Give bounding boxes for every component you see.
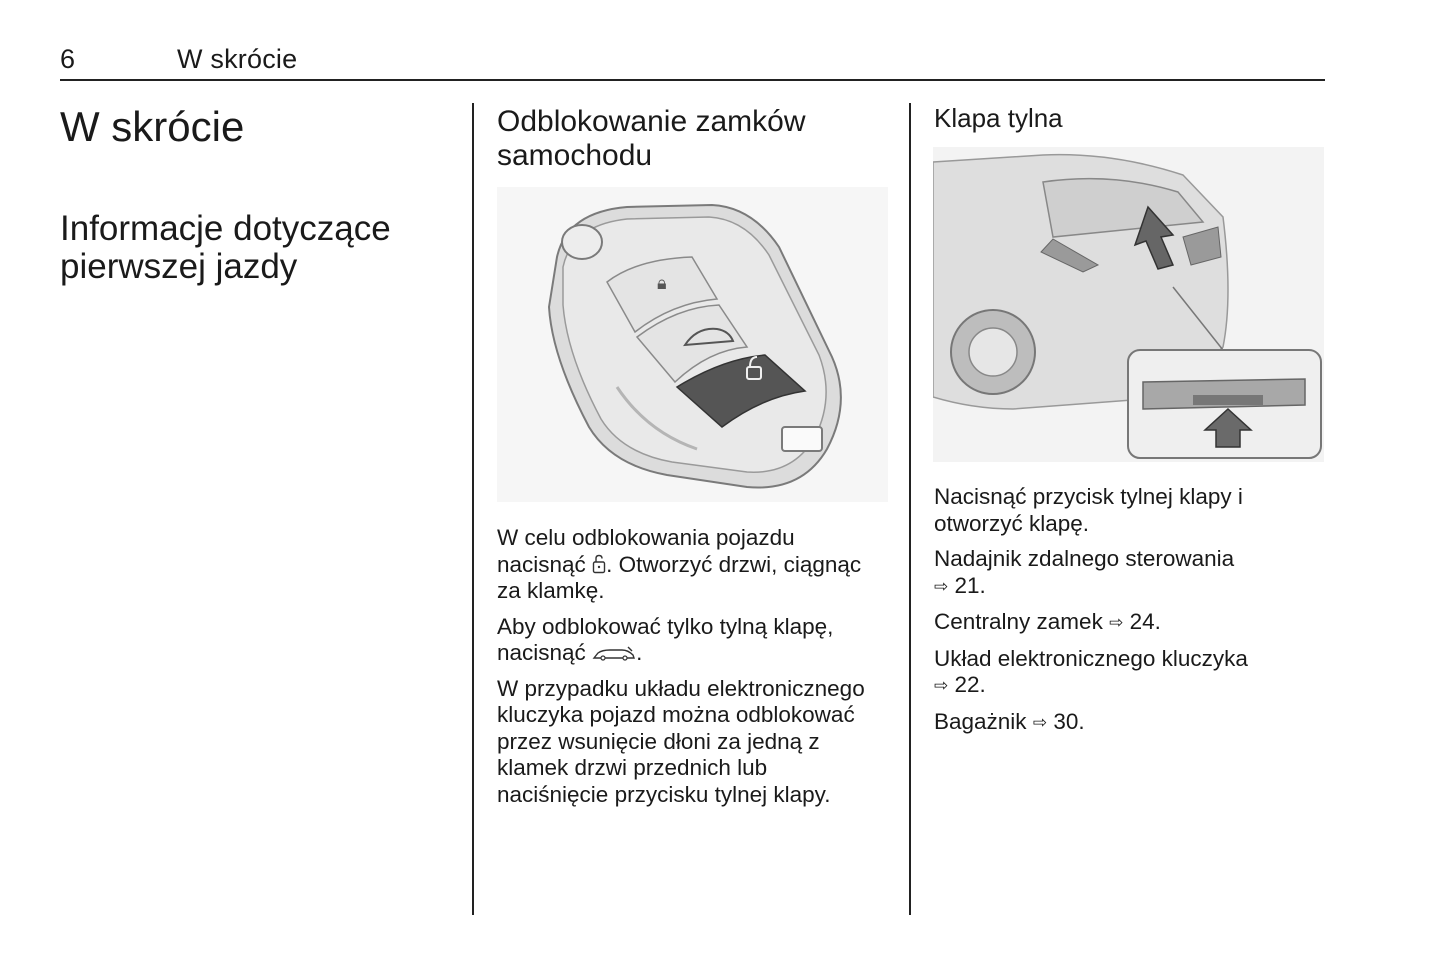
- tailgate-illustration: [933, 147, 1324, 462]
- key-fob-drawing: [497, 187, 888, 502]
- text-line: W przypadku układu elektronicznego: [497, 675, 865, 701]
- text-line: otworzyć klapę.: [934, 510, 1090, 536]
- lock-icon: 🔒︎: [657, 273, 667, 294]
- text-fragment: nacisnąć: [497, 551, 593, 577]
- text-line: przez wsunięcie dłoni za jedną z: [497, 728, 820, 754]
- page-reference-arrow-icon: ⇨: [1109, 613, 1124, 632]
- tailgate-heading: Klapa tylna: [934, 103, 1063, 133]
- tailgate-text: [934, 484, 1334, 736]
- page-reference-number: 24.: [1123, 609, 1161, 634]
- text-line: [934, 709, 1334, 737]
- reference-central-lock: [934, 609, 1334, 637]
- unlock-heading: [497, 105, 805, 173]
- section-title: [60, 210, 460, 286]
- page-number: 6: [60, 44, 76, 74]
- unlock-button-icon: [592, 554, 606, 574]
- key-fob-illustration: [497, 187, 888, 502]
- page-reference-number: 21.: [948, 572, 986, 598]
- page-reference-arrow-icon: ⇨: [934, 576, 949, 596]
- text-line: za klamkę.: [497, 578, 605, 603]
- tailgate-button-icon: [592, 645, 636, 661]
- reference-luggage: [934, 709, 1334, 737]
- reference-electronic-key: [934, 646, 1334, 700]
- text-fragment: Bagażnik: [934, 708, 1027, 734]
- section-title-line: Informacje dotyczące: [60, 209, 391, 248]
- page-reference[interactable]: [1109, 609, 1161, 634]
- text-line: [497, 552, 897, 579]
- text-line: naciśnięcie przycisku tylnej klapy.: [497, 781, 831, 807]
- text-fragment: nacisnąć: [497, 640, 593, 665]
- text-line: W celu odblokowania pojazdu: [497, 525, 795, 550]
- text-line: Nacisnąć przycisk tylnej klapy i: [934, 484, 1243, 509]
- running-title: W skrócie: [177, 44, 298, 74]
- page-reference-arrow-icon: ⇨: [934, 676, 949, 695]
- text-fragment: . Otworzyć drzwi, ciągnąc: [606, 551, 862, 577]
- page-reference-number: 22.: [948, 672, 986, 697]
- page-reference[interactable]: [934, 672, 1334, 700]
- text-line: [497, 640, 897, 667]
- text-line: klamek drzwi przednich lub: [497, 755, 768, 780]
- reference-remote-control: [934, 546, 1334, 600]
- unlock-paragraph-3: [497, 676, 897, 809]
- text-line: Układ elektronicznego kluczyka: [934, 645, 1248, 671]
- page-reference-arrow-icon: ⇨: [1032, 712, 1048, 732]
- text-line: kluczyka pojazd można odblokować: [497, 702, 855, 727]
- page-reference[interactable]: [934, 573, 1334, 601]
- header-divider: [60, 79, 1325, 81]
- section-title-line: pierwszej jazdy: [60, 247, 298, 286]
- text-line: Nadajnik zdalnego sterowania: [934, 546, 1235, 571]
- unlock-paragraph-2: [497, 614, 897, 667]
- unlock-heading-line: Odblokowanie zamków: [497, 105, 806, 138]
- page-reference[interactable]: [1033, 709, 1085, 734]
- page-reference-number: 30.: [1047, 708, 1085, 734]
- tailgate-drawing: [933, 147, 1324, 462]
- unlock-heading-line: samochodu: [497, 139, 653, 172]
- text-fragment: .: [636, 640, 643, 665]
- chapter-title: W skrócie: [60, 103, 245, 150]
- unlock-text: [497, 525, 897, 808]
- text-line: [934, 609, 1334, 637]
- unlock-paragraph-1: [497, 525, 897, 605]
- text-fragment: Centralny zamek: [934, 609, 1103, 634]
- text-line: Aby odblokować tylko tylną klapę,: [497, 613, 834, 639]
- running-header: [60, 44, 298, 75]
- tailgate-paragraph: [934, 484, 1334, 537]
- column-divider-2: [909, 103, 911, 915]
- column-divider-1: [472, 103, 474, 915]
